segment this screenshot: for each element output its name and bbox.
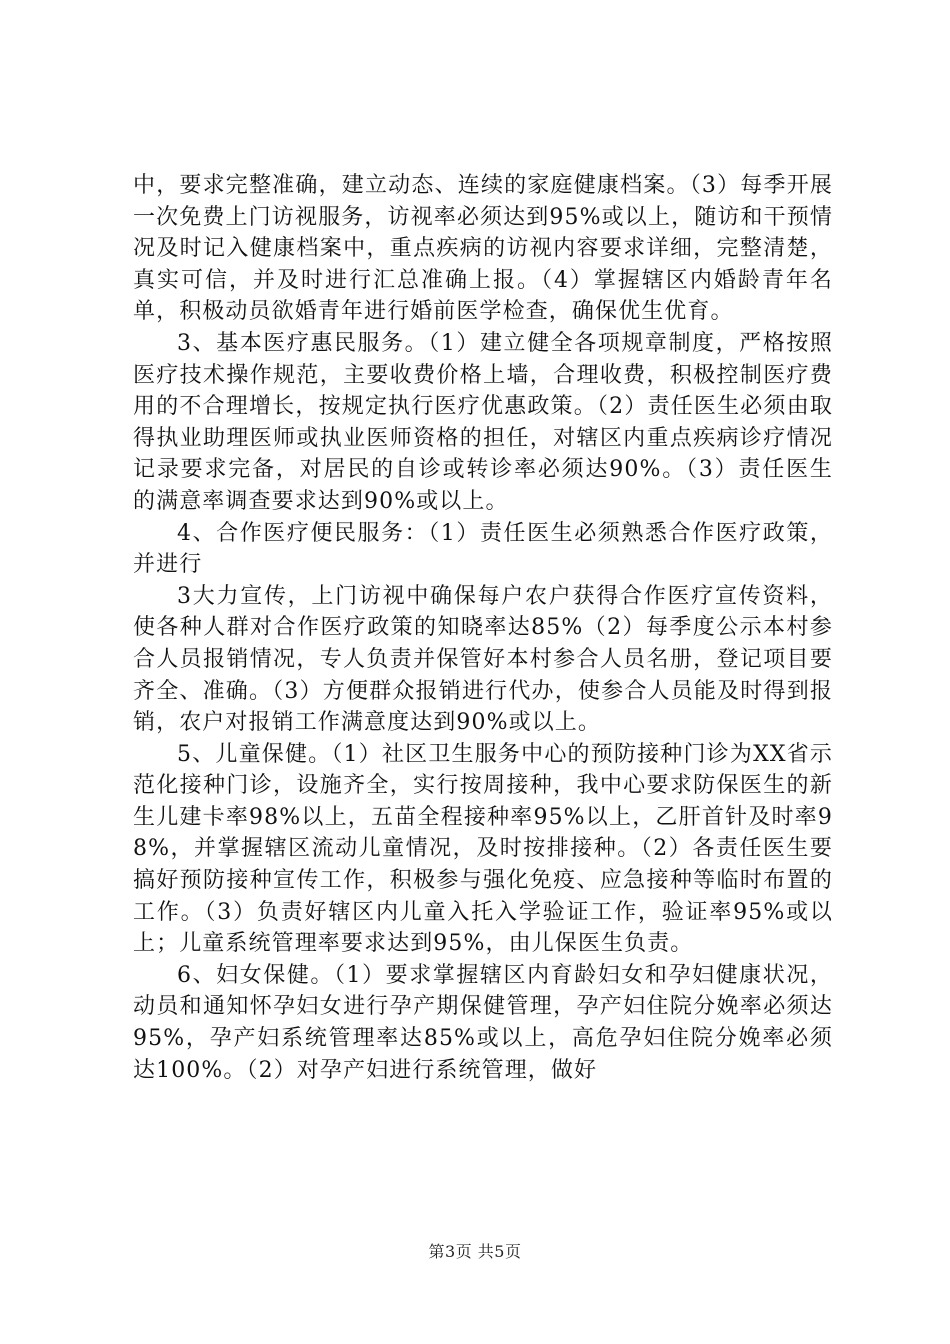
- paragraph-child-health: 5、儿童保健。（1）社区卫生服务中心的预防接种门诊为XX省示范化接种门诊，设施齐全，实行按周接种，我中心要求防保医生的新生儿建卡率98%以上，五苗全程接种率95%以上，乙肝首针及时率98%，并掌握辖区流动儿童情况，及时按排接种。（2）各责任医生要搞好预防接种宣传工作，积极参与强化免疫、应急接种等临时布置的工作。（3）负责好辖区内儿童入托入学验证工作，验证率95%或以上；儿童系统管理率要求达到95%，由儿保医生负责。: [133, 741, 833, 957]
- paragraph-basic-medical-service: 3、基本医疗惠民服务。（1）建立健全各项规章制度，严格按照医疗技术操作规范，主要收费价格上墙，合理收费，积极控制医疗费用的不合理增长，按规定执行医疗优惠政策。（2）责任医生必须由取得执业助理医师或执业医师资格的担任，对辖区内重点疾病诊疗情况记录要求完备，对居民的自诊或转诊率必须达90%。（3）责任医生的满意率调查要求达到90%或以上。: [133, 330, 833, 514]
- paragraph-cooperative-publicity: 3大力宣传，上门访视中确保每户农户获得合作医疗宣传资料，使各种人群对合作医疗政策的知晓率达85%（2）每季度公示本村参合人员报销情况，专人负责并保管好本村参合人员名册，登记项目要齐全、准确。（3）方便群众报销进行代办，使参合人员能及时得到报销，农户对报销工作满意度达到90%或以上。: [133, 583, 833, 736]
- paragraph-continuation: 中，要求完整准确，建立动态、连续的家庭健康档案。（3）每季开展一次免费上门访视服务，访视率必须达到95%或以上，随访和干预情况及时记入健康档案中，重点疾病的访视内容要求详细，完整清楚，真实可信，并及时进行汇总准确上报。（4）掌握辖区内婚龄青年名单，积极动员欲婚青年进行婚前医学检查，确保优生优育。: [133, 173, 833, 325]
- paragraph-women-health: 6、妇女保健。（1）要求掌握辖区内育龄妇女和孕妇健康状况，动员和通知怀孕妇女进行孕产期保健管理，孕产妇住院分娩率必须达95%，孕产妇系统管理率达85%或以上，高危孕妇住院分娩率必须达100%。（2）对孕产妇进行系统管理，做好: [133, 962, 833, 1083]
- paragraph-cooperative-medical-service: 4、合作医疗便民服务：（1）责任医生必须熟悉合作医疗政策，并进行: [133, 520, 833, 578]
- document-body: [133, 170, 833, 1086]
- page-number-label: 第3页 共5页: [428, 1242, 522, 1261]
- page-footer: [0, 1242, 950, 1262]
